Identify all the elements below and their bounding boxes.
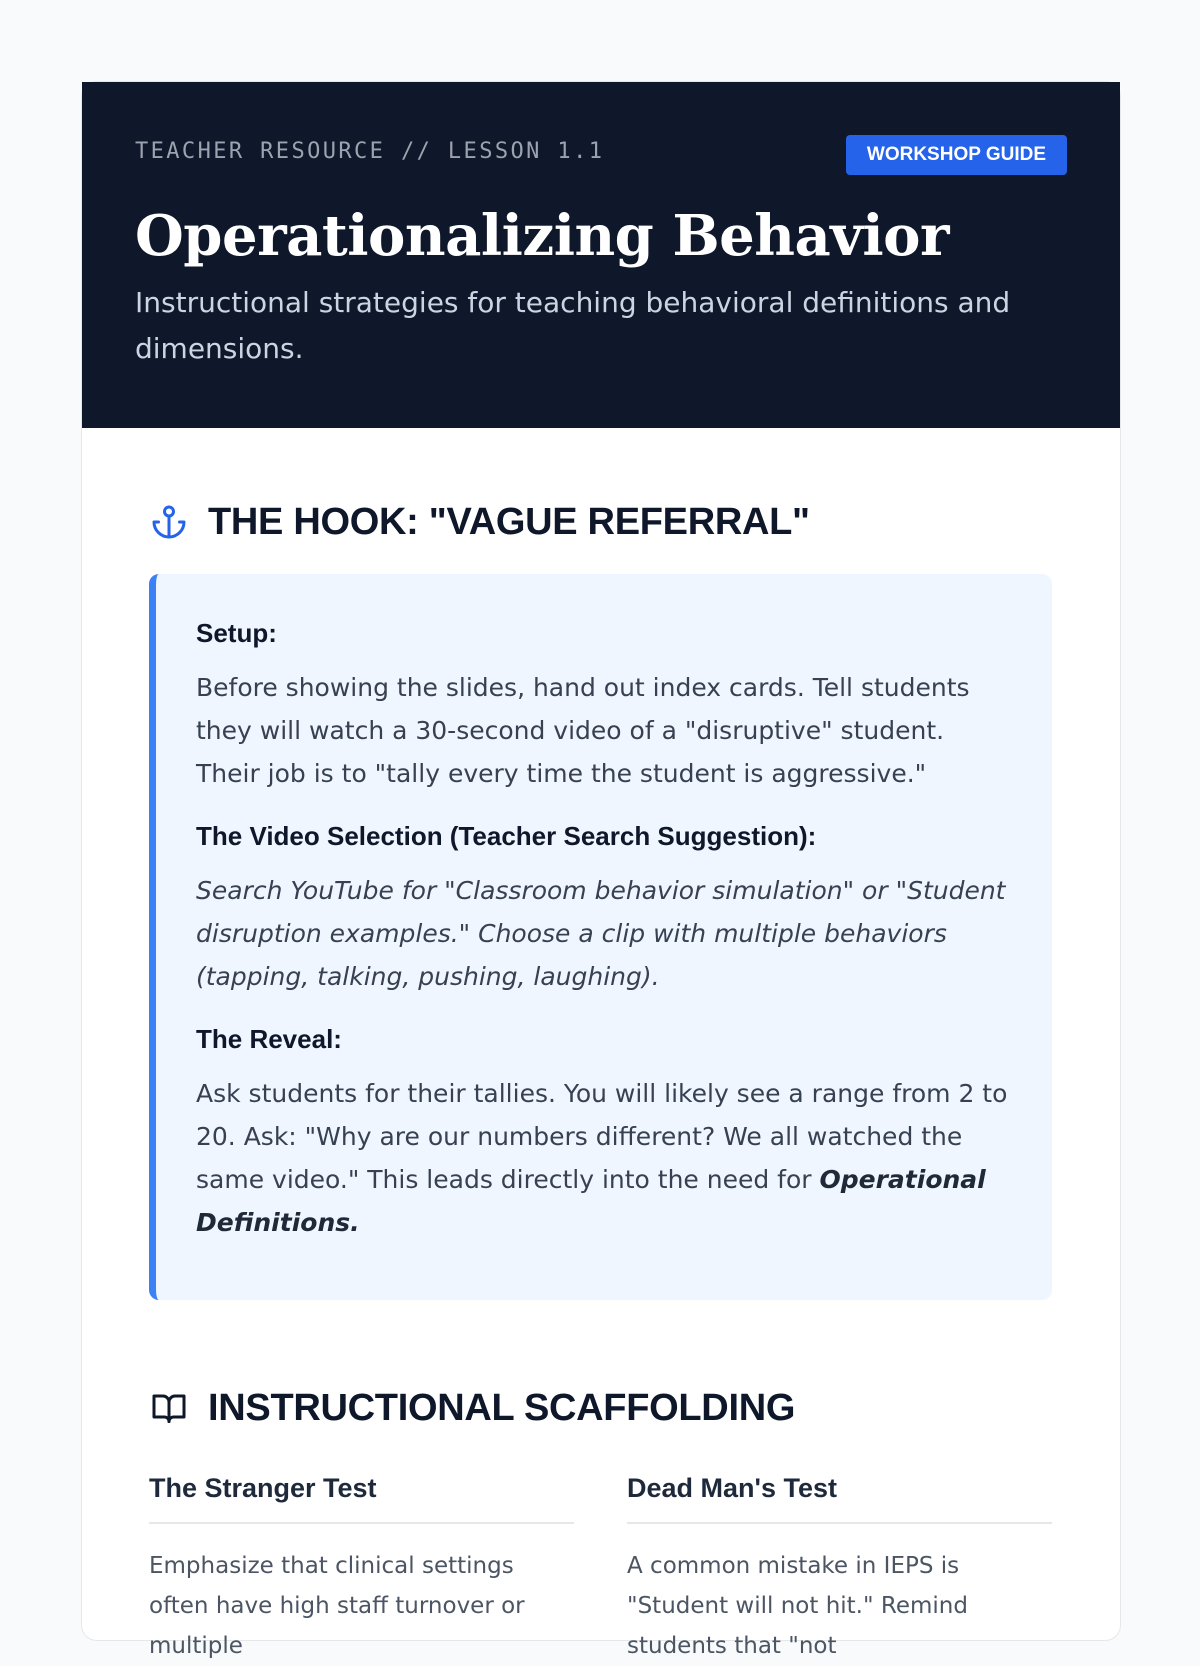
scaffold-column	[627, 1470, 1052, 1666]
scaffold-column	[149, 1470, 574, 1666]
resource-card	[81, 81, 1121, 1659]
reveal-paragraph	[196, 1072, 1012, 1244]
scaffold-column-title: The Stranger Test	[149, 1470, 574, 1524]
scaffolding-heading: INSTRUCTIONAL SCAFFOLDING	[208, 1387, 796, 1429]
hook-section-header	[149, 500, 1053, 544]
content-body	[82, 500, 1120, 1666]
setup-text: Before showing the slides, hand out index cards. Tell students they will watch a 30-second video of a "disruptive" student. Their job is to "tally every time the student is aggressive."	[196, 673, 970, 788]
scaffold-column-text: A common mistake in IEPS is "Student will not hit." Remind students that "not	[627, 1553, 968, 1659]
scaffolding-columns	[149, 1470, 1052, 1666]
video-selection-text: Search YouTube for "Classroom behavior simulation" or "Student disruption examples." Choose a clip with multiple behaviors (tapping, talking, pushing, laughing).	[196, 876, 1006, 991]
open-book-icon	[149, 1388, 189, 1428]
workshop-badge: WORKSHOP GUIDE	[846, 135, 1067, 175]
reveal-text: Ask students for their tallies. You will likely see a range from 2 to 20. Ask: "Why are our numbers different? We all watched the same video." This leads directly into the need for	[196, 1079, 1008, 1194]
page-title: Operationalizing Behavior	[135, 203, 949, 269]
scaffolding-section-header	[149, 1386, 1053, 1430]
scaffold-column-text: Emphasize that clinical settings often have high staff turnover or multiple	[149, 1553, 525, 1659]
hook-heading: THE HOOK: "VAGUE REFERRAL"	[208, 501, 810, 543]
reveal-emphasis: Operational Definitions.	[196, 1165, 986, 1237]
reveal-label: The Reveal:	[196, 1024, 342, 1054]
page-header	[82, 82, 1120, 428]
setup-label: Setup:	[196, 618, 277, 648]
anchor-icon	[149, 502, 189, 542]
page-subtitle: Instructional strategies for teaching behavioral definitions and dimensions.	[135, 286, 1011, 365]
video-selection-label: The Video Selection (Teacher Search Suggestion):	[196, 821, 817, 851]
lesson-eyebrow: TEACHER RESOURCE // LESSON 1.1	[135, 139, 605, 164]
hook-callout	[149, 574, 1052, 1300]
scaffold-column-title: Dead Man's Test	[627, 1470, 1052, 1524]
